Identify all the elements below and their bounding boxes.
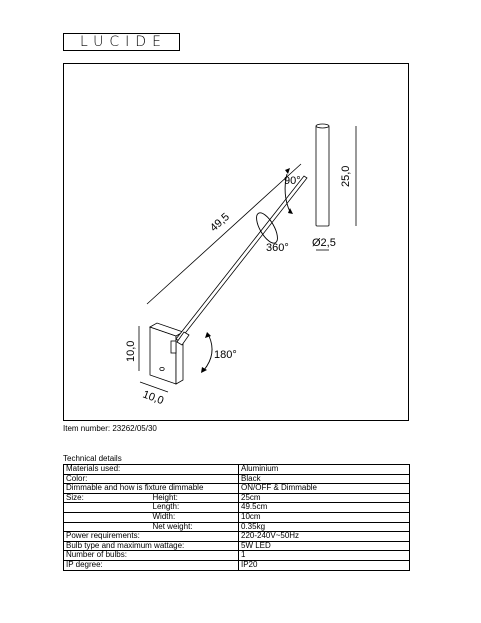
spec-row	[64, 465, 410, 475]
spec-value: Black	[239, 474, 410, 484]
spec-row	[64, 541, 410, 551]
spec-sublabel: Length:	[151, 503, 239, 513]
spec-row	[64, 560, 410, 570]
spec-label: Bulb type and maximum wattage:	[64, 541, 239, 551]
spec-row	[64, 522, 410, 532]
brand-logo	[63, 33, 180, 51]
spec-label: Power requirements:	[64, 532, 239, 542]
spec-label: Number of bulbs:	[64, 551, 239, 561]
spec-value: 220-240V~50Hz	[239, 532, 410, 542]
brand-logo-text: LUCIDE	[80, 34, 167, 50]
spec-row	[64, 474, 410, 484]
base-rotate-arrow	[204, 336, 212, 370]
spec-label: Materials used:	[64, 465, 239, 475]
spec-label	[64, 512, 151, 522]
wall-base	[150, 323, 183, 384]
spec-label	[64, 503, 151, 513]
spec-value: Aluminium	[239, 465, 410, 475]
technical-details-table	[63, 464, 410, 571]
base-height-label: 10,0	[125, 340, 137, 362]
spec-value: 0.35kg	[239, 522, 410, 532]
spec-sublabel: Height:	[151, 493, 239, 503]
height-label: 25,0	[340, 165, 352, 187]
spec-row	[64, 503, 410, 513]
rotate-angle-label: 360°	[266, 242, 289, 254]
spec-value: IP20	[239, 560, 410, 570]
spec-row	[64, 493, 410, 503]
spec-sublabel: Net weight:	[151, 522, 239, 532]
spec-label: Size:	[64, 493, 151, 503]
technical-details-title: Technical details	[63, 454, 122, 463]
spec-value: 5W LED	[239, 541, 410, 551]
base-width-label: 10,0	[140, 388, 166, 408]
spec-label: Color:	[64, 474, 239, 484]
spec-row	[64, 512, 410, 522]
spec-row	[64, 484, 410, 494]
spec-value: 49.5cm	[239, 503, 410, 513]
spec-label: IP degree:	[64, 560, 239, 570]
spec-value: ON/OFF & Dimmable	[239, 484, 410, 494]
spec-label: Dimmable and how is fixture dimmable	[64, 484, 239, 494]
technical-sketch	[64, 64, 410, 422]
spec-row	[64, 532, 410, 542]
length-label: 49,5	[207, 210, 232, 235]
spec-row	[64, 551, 410, 561]
product-drawing	[63, 63, 409, 421]
lamp-head	[316, 124, 329, 226]
spec-value: 25cm	[239, 493, 410, 503]
spec-value: 1	[239, 551, 410, 561]
item-number: Item number: 23262/05/30	[63, 424, 157, 433]
head-angle-label: 90°	[284, 175, 301, 187]
lamp-arm	[176, 176, 307, 345]
diameter-label: Ø2,5	[312, 237, 336, 249]
spec-sublabel: Width:	[151, 512, 239, 522]
spec-value: 10cm	[239, 512, 410, 522]
spec-label	[64, 522, 151, 532]
base-angle-label: 180°	[214, 349, 237, 361]
